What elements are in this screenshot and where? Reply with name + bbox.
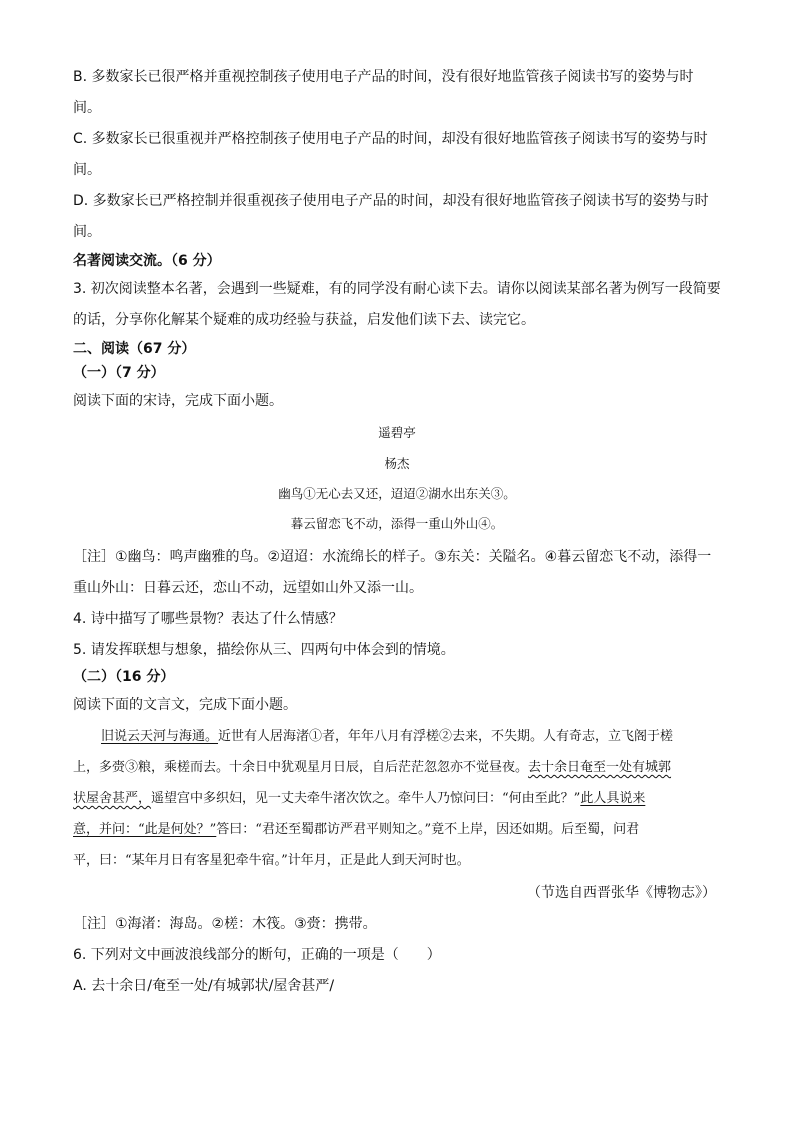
- classical-text-line3: [73, 790, 645, 808]
- instruction-poem: 阅读下面的宋诗，完成下面小题。: [73, 393, 283, 409]
- poem-line-2: 暮云留恋飞不动，添得一重山外山④。: [290, 516, 504, 531]
- option-b-line2: 间。: [73, 100, 101, 116]
- wavy-underlined-sentence-part1: 去十余日奄至一处有城郭: [528, 760, 672, 775]
- classical-text-line1: [101, 728, 673, 746]
- classical-text-fragment: 上，多赍③粮，乘槎而去。十余日中犹观星月日辰，自后茫茫忽忽亦不觉昼夜。: [73, 760, 529, 775]
- wavy-underlined-sentence-part2: 状屋舍甚严，: [73, 791, 152, 806]
- section-heading-reading: 二、阅读（67 分）: [73, 341, 196, 357]
- question-6: 6. 下列对文中画波浪线部分的断句，正确的一项是（ ）: [73, 947, 441, 963]
- section-heading-mingzhu: 名著阅读交流。（6 分）: [73, 253, 221, 269]
- option-d-line2: 间。: [73, 224, 101, 240]
- classical-text-line4: [73, 821, 639, 839]
- classical-text-line5: 平，曰：“某年月日有客星犯牵牛宿。”计年月，正是此人到天河时也。: [73, 853, 470, 868]
- instruction-classical: 阅读下面的文言文，完成下面小题。: [73, 697, 297, 713]
- classical-text-fragment: 遥望宫中多织妇，见一丈夫牵牛渚次饮之。牵牛人乃惊问曰：“何由至此？”: [151, 791, 581, 806]
- part-heading-2: （二）（16 分）: [73, 669, 175, 685]
- question-6-option-a: A. 去十余日/奄至一处/有城郭状/屋舍甚严/: [73, 978, 335, 994]
- question-3-line2: 的话，分享你化解某个疑难的成功经验与获益，启发他们读下去、读完它。: [73, 312, 535, 328]
- source-citation: （节选自西晋张华《博物志》）: [527, 885, 716, 901]
- option-b-line1: B. 多数家长已很严格并重视控制孩子使用电子产品的时间，没有很好地监管孩子阅读书写的姿势与时: [73, 69, 694, 85]
- underlined-sentence-2-part1: 此人具说来: [580, 791, 646, 806]
- underlined-sentence-1: 旧说云天河与海通。: [101, 729, 219, 744]
- classical-text-fragment: 近世有人居海渚①者，年年八月有浮槎②去来，不失期。人有奇志，立飞阁于槎: [218, 729, 674, 744]
- classical-text-line2: [73, 759, 671, 777]
- poem-author: 杨杰: [384, 456, 410, 471]
- question-5: 5. 请发挥联想与想象，描绘你从三、四两句中体会到的情境。: [73, 642, 455, 658]
- question-4: 4. 诗中描写了哪些景物？表达了什么情感？: [73, 611, 343, 627]
- classical-note: ［注］①海渚：海岛。②槎：木筏。③赍：携带。: [73, 916, 377, 932]
- poem-note-line2: 重山外山：日暮云还，恋山不动，远望如山外又添一山。: [73, 580, 423, 596]
- option-d-line1: D. 多数家长已严格控制并很重视孩子使用电子产品的时间，却没有很好地监管孩子阅读书写的姿势与时: [73, 193, 709, 209]
- poem-title: 遥碧亭: [378, 425, 416, 440]
- underlined-sentence-2-part2: 意，并问：“此是何处？”: [73, 822, 217, 837]
- option-c-line1: C. 多数家长已很重视并严格控制孩子使用电子产品的时间，却没有很好地监管孩子阅读书写的姿势与时: [73, 131, 708, 147]
- classical-text-fragment: 答曰：“君还至蜀郡访严君平则知之。”竟不上岸，因还如期。后至蜀，问君: [216, 822, 640, 837]
- question-3-line1: 3. 初次阅读整本名著，会遇到一些疑难，有的同学没有耐心读下去。请你以阅读某部名著为例写一段简要: [73, 281, 721, 297]
- poem-line-1: 幽鸟①无心去又还，迢迢②湖水出东关③。: [278, 486, 516, 501]
- part-heading-1: （一）（7 分）: [73, 365, 165, 381]
- option-c-line2: 间。: [73, 162, 101, 178]
- poem-note-line1: ［注］①幽鸟：鸣声幽雅的鸟。②迢迢：水流绵长的样子。③东关：关隘名。④暮云留恋飞不动，添得一: [73, 549, 712, 565]
